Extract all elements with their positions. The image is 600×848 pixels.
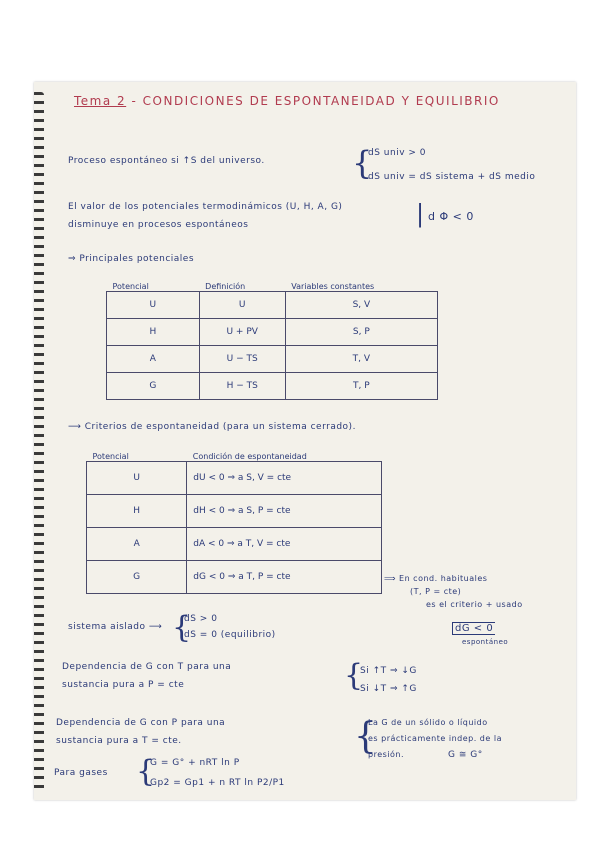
depT-c1: Si ↑T ⇒ ↓G bbox=[360, 666, 417, 676]
brace: { bbox=[136, 754, 156, 789]
col-header: Definición bbox=[199, 282, 285, 292]
cell: dA < 0 ⇒ a T, V = cte bbox=[187, 528, 382, 561]
proceso-text: Proceso espontáneo si ↑S del universo. bbox=[68, 156, 265, 166]
side-note-1: ⟹ En cond. habituales bbox=[384, 574, 488, 583]
table-row bbox=[87, 495, 382, 528]
page-title bbox=[74, 94, 500, 108]
title-rest: - CONDICIONES DE ESPONTANEIDAD Y EQUILIBRIO bbox=[131, 94, 500, 108]
depP-note3: presión. bbox=[368, 750, 405, 759]
potentials-table bbox=[106, 282, 438, 400]
depT-c2: Si ↓T ⇒ ↑G bbox=[360, 684, 417, 694]
aislado-eq2: dS = 0 (equilibrio) bbox=[184, 630, 276, 640]
cell: H bbox=[107, 319, 200, 346]
cell: U bbox=[87, 462, 187, 495]
side-note-5: espontáneo bbox=[462, 638, 509, 646]
depT-line1: Dependencia de G con T para una bbox=[62, 662, 232, 672]
depP-note1: La G de un sólido o líquido bbox=[368, 718, 488, 727]
cell: U bbox=[199, 292, 285, 319]
cell: dG < 0 ⇒ a T, P = cte bbox=[187, 561, 382, 594]
cell: A bbox=[107, 346, 200, 373]
aislado-eq1: dS > 0 bbox=[184, 614, 218, 624]
cell: T, P bbox=[285, 373, 437, 400]
cell: G bbox=[107, 373, 200, 400]
cell: S, V bbox=[285, 292, 437, 319]
col-header: Variables constantes bbox=[285, 282, 437, 292]
brace: { bbox=[352, 144, 373, 182]
table-row bbox=[107, 319, 438, 346]
cell: U − TS bbox=[199, 346, 285, 373]
cell: dH < 0 ⇒ a S, P = cte bbox=[187, 495, 382, 528]
depP-note2: es prácticamente indep. de la bbox=[368, 734, 502, 743]
potenciales-line2: disminuye en procesos espontáneos bbox=[68, 220, 249, 230]
potenciales-line1: El valor de los potenciales termodinámicos (U, H, A, G) bbox=[68, 202, 343, 212]
cell: H − TS bbox=[199, 373, 285, 400]
side-note-3: es el criterio + usado bbox=[426, 600, 523, 609]
col-header: Condición de espontaneidad bbox=[187, 452, 382, 462]
col-header: Potencial bbox=[107, 282, 200, 292]
table-row bbox=[107, 346, 438, 373]
title-label: Tema 2 bbox=[74, 94, 127, 108]
aislado-label: sistema aislado ⟶ bbox=[68, 622, 163, 632]
cell: H bbox=[87, 495, 187, 528]
cell: U + PV bbox=[199, 319, 285, 346]
depP-approx: G ≅ G° bbox=[448, 750, 483, 760]
potenciales-eq: d Φ < 0 bbox=[428, 210, 474, 223]
side-note-4: dG < 0 bbox=[452, 622, 495, 635]
col-header: Potencial bbox=[87, 452, 187, 462]
spiral-binding bbox=[34, 92, 44, 792]
gases-eq2: Gp2 = Gp1 + n RT ln P2/P1 bbox=[150, 778, 285, 788]
criterios-heading: ⟶ Criterios de espontaneidad (para un sistema cerrado). bbox=[68, 422, 356, 432]
proceso-eq2: dS univ = dS sistema + dS medio bbox=[368, 172, 536, 182]
side-note-2: (T, P = cte) bbox=[410, 587, 462, 596]
principales-heading: ⇒ Principales potenciales bbox=[68, 254, 195, 264]
gases-label: Para gases bbox=[54, 768, 108, 778]
gases-eq1: G = G° + nRT ln P bbox=[150, 758, 240, 768]
brace: | bbox=[416, 200, 425, 228]
cell: S, P bbox=[285, 319, 437, 346]
cell: dU < 0 ⇒ a S, V = cte bbox=[187, 462, 382, 495]
table-row bbox=[107, 292, 438, 319]
brace: { bbox=[344, 658, 364, 693]
brace: { bbox=[354, 716, 377, 757]
notebook-page bbox=[34, 82, 576, 800]
brace: { bbox=[172, 610, 192, 645]
cell: U bbox=[107, 292, 200, 319]
table-row bbox=[87, 561, 382, 594]
depP-line2: sustancia pura a T = cte. bbox=[56, 736, 182, 746]
depT-line2: sustancia pura a P = cte bbox=[62, 680, 185, 690]
table-row bbox=[87, 528, 382, 561]
table-row bbox=[107, 373, 438, 400]
proceso-eq1: dS univ > 0 bbox=[368, 148, 427, 158]
table-row bbox=[87, 462, 382, 495]
depP-line1: Dependencia de G con P para una bbox=[56, 718, 226, 728]
criteria-table bbox=[86, 452, 382, 594]
cell: A bbox=[87, 528, 187, 561]
cell: T, V bbox=[285, 346, 437, 373]
cell: G bbox=[87, 561, 187, 594]
